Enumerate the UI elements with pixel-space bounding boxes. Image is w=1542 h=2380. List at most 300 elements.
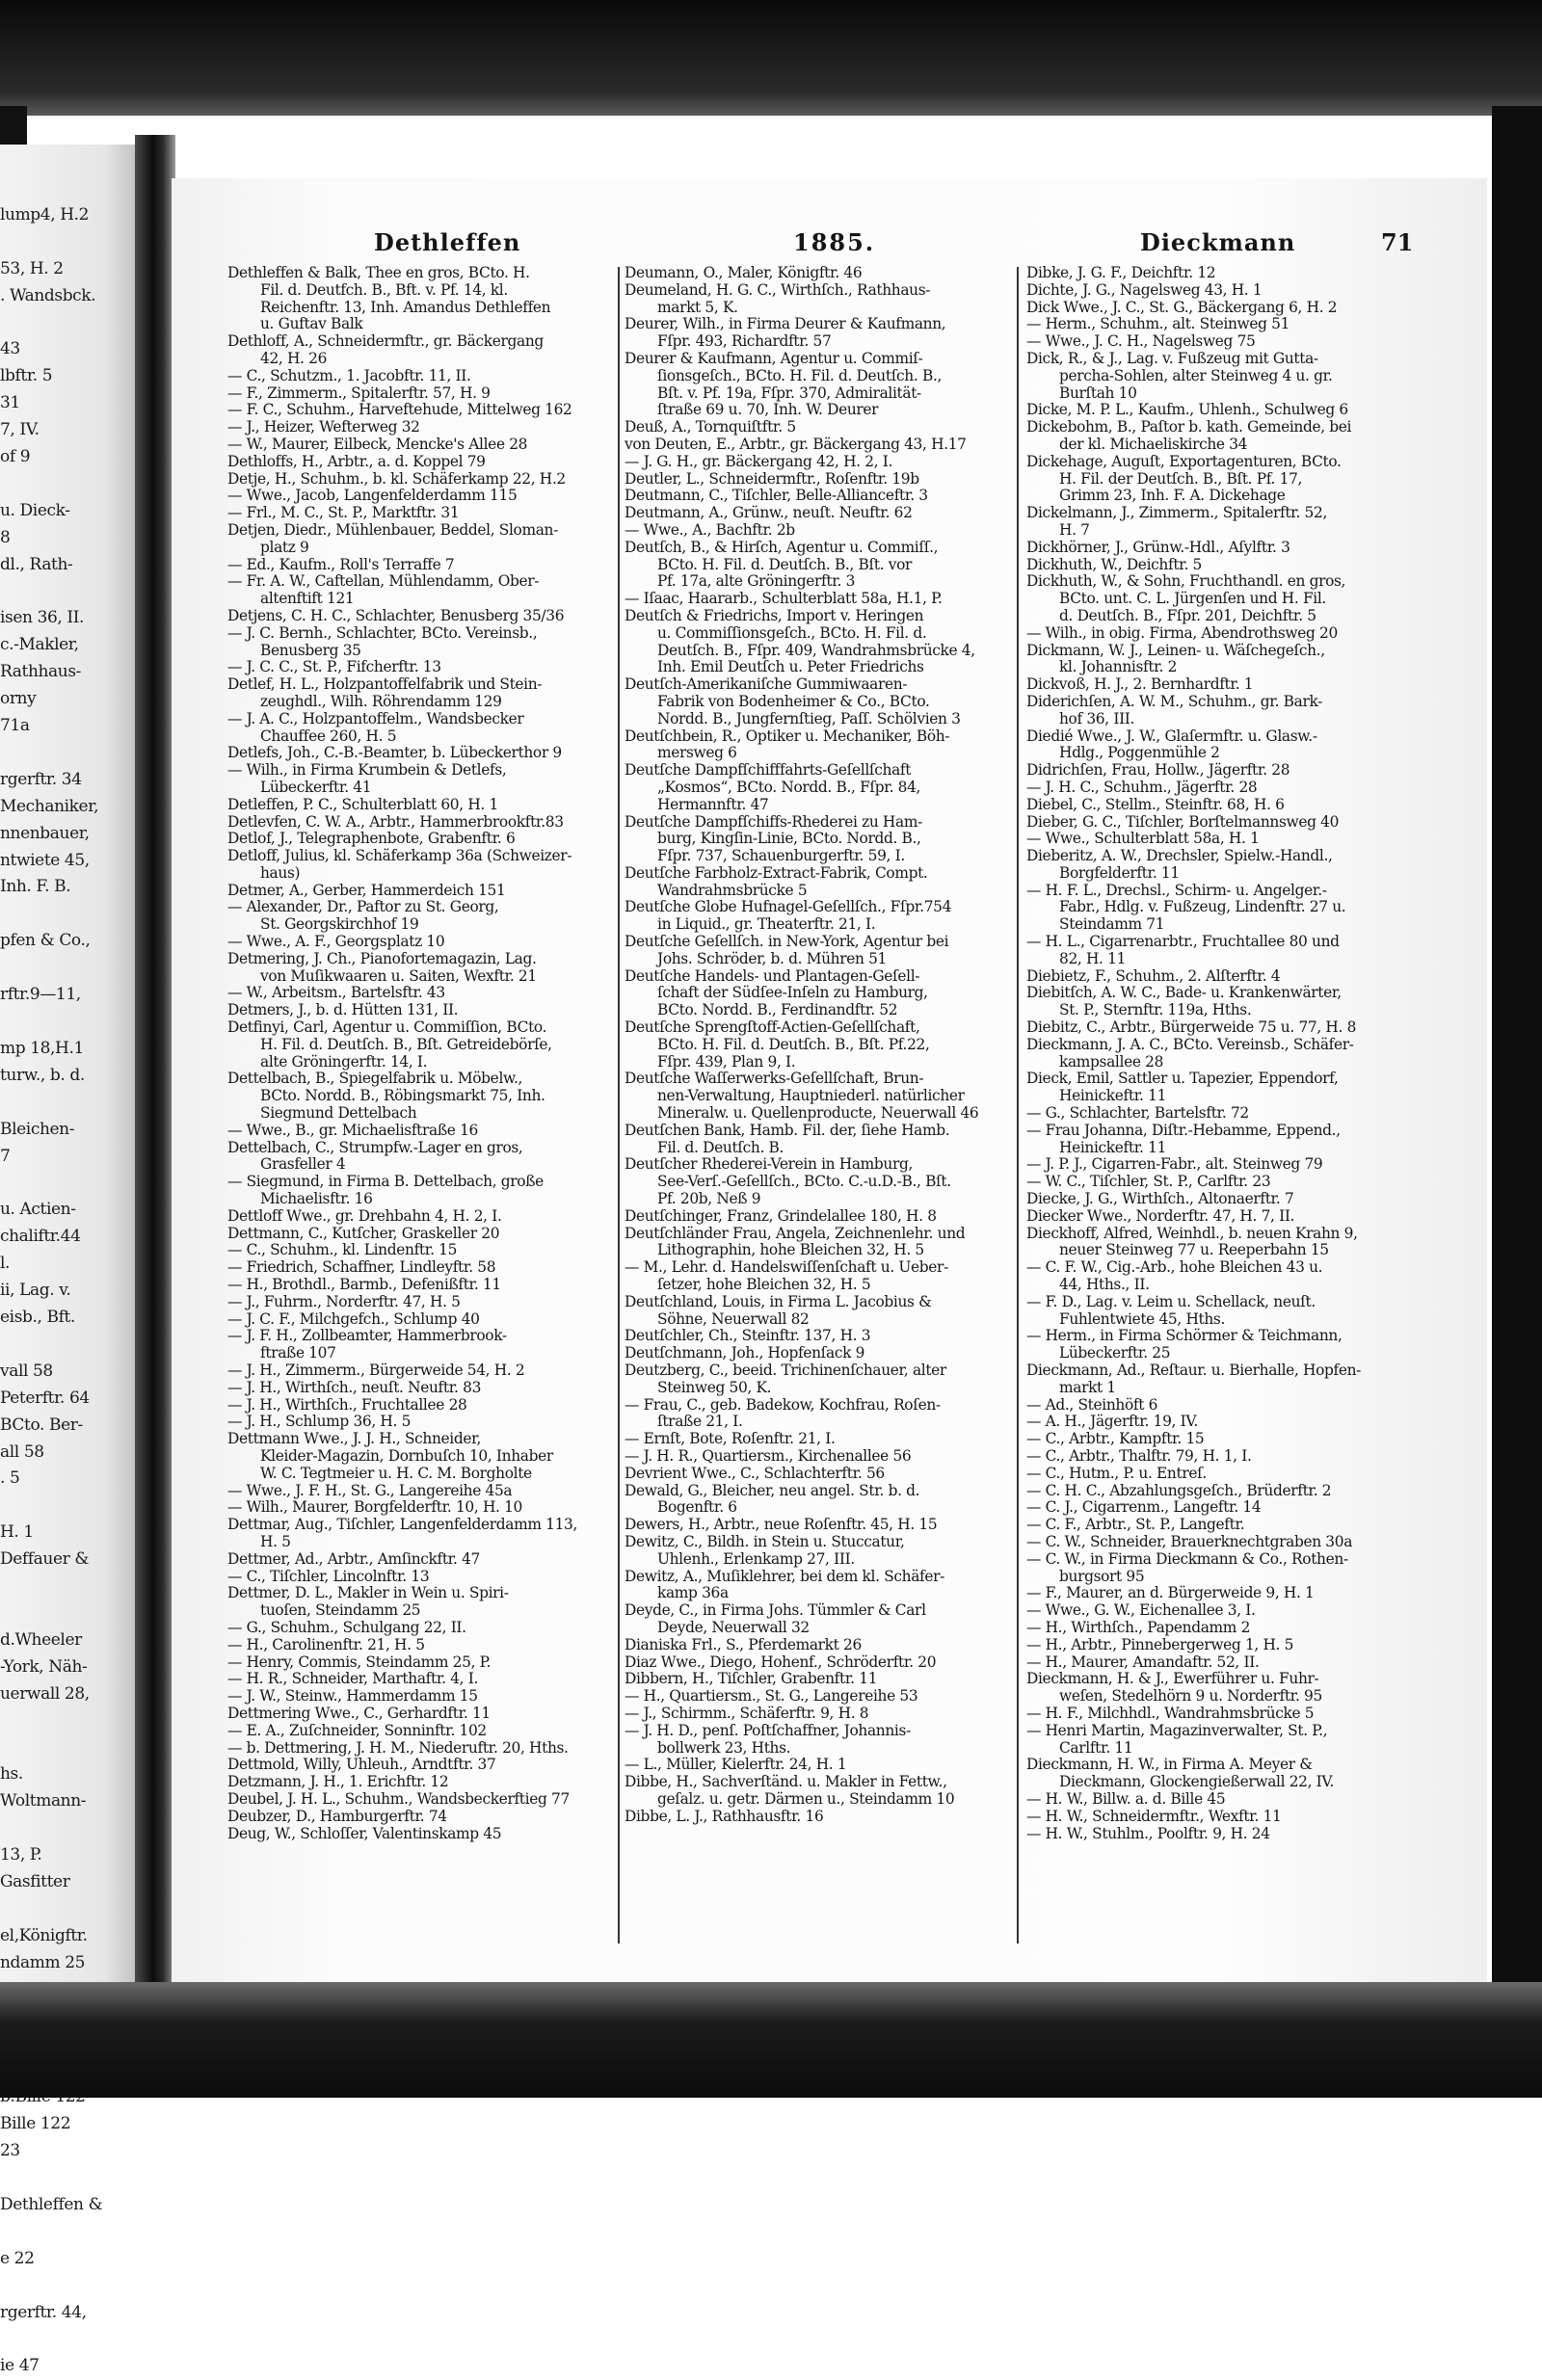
directory-entry: haus) xyxy=(260,863,301,882)
directory-entry: — H. R., Schneider, Marthaftr. 4, I. xyxy=(227,1670,479,1688)
directory-entry: Siegmund Dettelbach xyxy=(260,1104,417,1123)
directory-entry: ſetzer, hohe Bleichen 32, H. 5 xyxy=(657,1276,871,1294)
directory-entry: Detzmann, J. H., 1. Erichftr. 12 xyxy=(227,1773,449,1791)
directory-entry: H. Fil. d. Deutſch. B., Bſt. Getreidebörſe, xyxy=(260,1035,552,1053)
directory-entry: BCto. H. Fil. d. Deutſch. B., Bſt. Pf.22, xyxy=(657,1035,930,1053)
directory-entry: Dettmann, C., Kutſcher, Graskeller 20 xyxy=(227,1224,500,1242)
directory-entry: Nordd. B., Jungfernſtieg, Paſſ. Schölvien 3 xyxy=(657,709,961,727)
directory-entry: H. 5 xyxy=(260,1532,291,1550)
directory-entry: Deutſche Globe Hufnagel-Geſellſch., Fſpr.754 xyxy=(625,898,952,916)
directory-entry: von Deuten, E., Arbtr., gr. Bäckergang 43, H.17 xyxy=(625,435,967,453)
directory-entry: markt 1 xyxy=(1059,1378,1116,1396)
directory-entry: Detjens, C. H. C., Schlachter, Benusberg 35/36 xyxy=(227,606,565,624)
directory-entry: Reichenftr. 13, Inh. Amandus Dethleffen xyxy=(260,298,551,316)
directory-entry: von Muſikwaaren u. Saiten, Wexftr. 21 xyxy=(260,966,537,985)
directory-entry: Deutſche Dampfſchifffahrts-Geſellſchaft xyxy=(625,761,912,780)
scan-border-right xyxy=(1492,106,1542,1995)
directory-entry: — H. F. L., Drechsl., Schirm- u. Angelger.- xyxy=(1026,881,1327,899)
facing-page-line: ndamm 25 xyxy=(0,1952,86,1972)
directory-entry: Dettelbach, C., Strumpfw.-Lager en gros, xyxy=(227,1138,523,1156)
directory-entry: Detje, H., Schuhm., b. kl. Schäferkamp 22, H.2 xyxy=(227,469,566,488)
directory-entry: Deutſche Geſellſch. in New-York, Agentur bei xyxy=(625,933,949,951)
directory-entry: Dick Wwe., J. C., St. G., Bäckergang 6, H. 2 xyxy=(1026,298,1338,316)
directory-entry: Dickhörner, J., Grünw.-Hdl., Aſylftr. 3 xyxy=(1026,538,1290,556)
directory-column-1 xyxy=(227,265,613,1980)
directory-entry: Deutſch & Friedrichs, Import v. Heringen xyxy=(625,606,924,624)
directory-entry: Detloff, Julius, kl. Schäferkamp 36a (Schweizer- xyxy=(227,847,572,865)
directory-entry: — Ernſt, Bote, Roſenftr. 21, I. xyxy=(625,1430,836,1448)
facing-page-line: u. Dieck- xyxy=(0,500,70,520)
directory-entry: — Siegmund, in Firma B. Dettelbach, große xyxy=(227,1173,544,1191)
directory-entry: BCto. H. Fil. d. Deutſch. B., Bſt. vor xyxy=(657,555,913,573)
directory-entry: Dickebohm, B., Paſtor b. kath. Gemeinde, bei xyxy=(1026,418,1352,436)
directory-entry: der kl. Michaeliskirche 34 xyxy=(1059,435,1248,453)
header-year: 1885. xyxy=(793,228,876,256)
directory-entry: — C., Hutm., P. u. Entreſ. xyxy=(1026,1464,1207,1482)
directory-entry: — F. D., Lag. v. Leim u. Schellack, neuſt. xyxy=(1026,1292,1316,1310)
directory-entry: platz 9 xyxy=(260,538,309,556)
directory-entry: Grasfeller 4 xyxy=(260,1155,346,1174)
directory-entry: markt 5, K. xyxy=(657,298,738,316)
directory-entry: ſchaft der Südſee-Inſeln zu Hamburg, xyxy=(657,984,928,1002)
directory-entry: Chauffee 260, H. 5 xyxy=(260,727,397,745)
facing-page-line xyxy=(0,1493,102,1520)
directory-entry: Dettmold, Willy, Uhleuh., Arndtftr. 37 xyxy=(227,1756,496,1774)
directory-entry: weſen, Stedelhörn 9 u. Norderftr. 95 xyxy=(1059,1687,1322,1706)
directory-entry: — H. F., Milchhdl., Wandrahmsbrücke 5 xyxy=(1026,1704,1315,1722)
directory-entry: — J. P. J., Cigarren-Fabr., alt. Steinweg 79 xyxy=(1026,1155,1323,1174)
directory-entry: — H. W., Schneidermftr., Wexftr. 11 xyxy=(1026,1807,1282,1825)
directory-entry: Dieckmann, Ad., Reſtaur. u. Bierhalle, Hopfen- xyxy=(1026,1362,1362,1379)
directory-entry: kamp 36a xyxy=(657,1584,729,1602)
facing-page-line xyxy=(0,740,102,767)
directory-entry: — H., Maurer, Amandaftr. 52, II. xyxy=(1026,1653,1260,1671)
directory-entry: Dieck, Emil, Sattler u. Tapezier, Eppendorf, xyxy=(1026,1070,1339,1088)
directory-entry: Deutſchmann, Joh., Hopfenſack 9 xyxy=(625,1344,865,1362)
directory-entry: Deyde, Neuerwall 32 xyxy=(657,1618,810,1636)
directory-entry: — J. H., Wirthſch., Fruchtallee 28 xyxy=(227,1395,467,1414)
directory-entry: Dick, R., & J., Lag. v. Fußzeug mit Gutta- xyxy=(1026,349,1318,367)
directory-entry: Inh. Emil Deutſch u. Peter Friedrichs xyxy=(657,658,924,676)
directory-entry: — F. C., Schuhm., Harveftehude, Mittelweg 162 xyxy=(227,401,572,419)
directory-entry: Lübeckerftr. 41 xyxy=(260,778,372,796)
directory-entry: Deutſcher Rhederei-Verein in Hamburg, xyxy=(625,1155,914,1174)
directory-entry: geſalz. u. getr. Därmen u., Steindamm 10 xyxy=(657,1789,955,1808)
directory-entry: — J. C. C., St. P., Fifcherftr. 13 xyxy=(227,658,441,676)
directory-entry: Deutſchland, Louis, in Firma L. Jacobius & xyxy=(625,1292,932,1310)
directory-entry: Detmering, J. Ch., Pianofortemagazin, Lag. xyxy=(227,949,537,967)
directory-entry: — J. C. Bernh., Schlachter, BCto. Vereinsb., xyxy=(227,623,538,642)
facing-page-line: l. xyxy=(0,1254,11,1274)
directory-entry: Dianiska Frl., S., Pferdemarkt 26 xyxy=(625,1635,862,1653)
directory-entry: Diecker Wwe., Norderftr. 47, H. 7, II. xyxy=(1026,1206,1295,1225)
directory-entry: Detmer, A., Gerber, Hammerdeich 151 xyxy=(227,881,506,899)
directory-entry: Deutſchen Bank, Hamb. Fil. der, ſiehe Hamb. xyxy=(625,1121,950,1139)
directory-entry: 82, H. 11 xyxy=(1059,949,1127,967)
directory-entry: Deutſch. B., Fſpr. 409, Wandrahmsbrücke 4, xyxy=(657,641,975,659)
facing-page-line: . 5 xyxy=(0,1468,20,1489)
facing-page-line: isen 36, II. xyxy=(0,608,85,628)
facing-page-line: uerwall 28, xyxy=(0,1683,90,1704)
facing-page-line: turw., b. d. xyxy=(0,1065,85,1085)
facing-page-line xyxy=(0,1009,102,1036)
facing-page-line xyxy=(0,471,102,498)
directory-entry: Steindamm 71 xyxy=(1059,915,1165,934)
directory-entry: — J. H. D., penſ. Poſtſchaffner, Johannis- xyxy=(625,1721,911,1739)
directory-entry: Mineralw. u. Quellenproducte, Neuerwall 46 xyxy=(657,1104,979,1123)
directory-entry: — J. H. C., Schuhm., Jägerftr. 28 xyxy=(1026,778,1258,796)
directory-entry: Dieckmann, Glockengießerwall 22, IV. xyxy=(1059,1773,1335,1791)
directory-entry: burgsort 95 xyxy=(1059,1567,1145,1585)
directory-entry: Bſt. v. Pf. 19a, Fſpr. 370, Admiralität- xyxy=(657,383,921,402)
directory-entry: — Wilh., Maurer, Borgfelderftr. 10, H. 10 xyxy=(227,1498,522,1517)
directory-entry: — G., Schlachter, Bartelsftr. 72 xyxy=(1026,1104,1249,1123)
facing-page-line: Bille 122 xyxy=(0,2114,71,2134)
directory-entry: Devrient Wwe., C., Schlachterftr. 56 xyxy=(625,1464,885,1482)
directory-entry: Detlefs, Joh., C.-B.-Beamter, b. Lübeckerthor 9 xyxy=(227,744,562,762)
directory-entry: BCto. unt. C. L. Jürgenſen und H. Fil. xyxy=(1059,590,1326,608)
directory-entry: — Ad., Steinhöft 6 xyxy=(1026,1395,1158,1414)
directory-entry: in Liquid., gr. Theaterftr. 21, I. xyxy=(657,915,876,934)
facing-page-line: rgerftr. 44, xyxy=(0,2302,87,2322)
directory-entry: Dettloff Wwe., gr. Drehbahn 4, H. 2, I. xyxy=(227,1206,502,1225)
directory-entry: Deug, W., Schloſſer, Valentinskamp 45 xyxy=(227,1824,502,1842)
facing-page-line xyxy=(0,1734,102,1761)
directory-entry: — J. G. H., gr. Bäckergang 42, H. 2, I. xyxy=(625,452,893,470)
facing-page-line: 7, IV. xyxy=(0,420,40,440)
facing-page-line: BCto. Ber- xyxy=(0,1415,83,1435)
directory-entry: — C., Tiſchler, Lincolnftr. 13 xyxy=(227,1567,430,1585)
directory-entry: — Wwe., B., gr. Michaelisftraße 16 xyxy=(227,1121,478,1139)
directory-entry: — H., Wirthſch., Papendamm 2 xyxy=(1026,1618,1251,1636)
directory-entry: — Wwe., A., Bachftr. 2b xyxy=(625,520,795,539)
directory-entry: u. Commiſſionsgeſch., BCto. H. Fil. d. xyxy=(657,623,927,642)
directory-entry: zeughdl., Wilh. Röhrendamm 129 xyxy=(260,692,502,710)
facing-page-line: . Wandsbck. xyxy=(0,285,96,305)
facing-page-line: vall 58 xyxy=(0,1361,53,1381)
facing-page-line: Mechaniker, xyxy=(0,796,99,816)
directory-entry: — C. H. C., Abzahlungsgeſch., Brüderftr. 2 xyxy=(1026,1481,1332,1499)
directory-entry: — Wwe., A. F., Georgsplatz 10 xyxy=(227,933,445,951)
directory-entry: Grimm 23, Inh. F. A. Dickehage xyxy=(1059,487,1286,505)
directory-entry: Detlef, H. L., Holzpantoffelfabrik und Stein- xyxy=(227,675,543,694)
directory-entry: — Henri Martin, Magazinverwalter, St. P., xyxy=(1026,1721,1328,1739)
directory-entry: Deutſch, B., & Hirſch, Agentur u. Commiſſ., xyxy=(625,538,939,556)
directory-entry: Deumann, O., Maler, Königftr. 46 xyxy=(625,264,863,281)
directory-entry: Hdlg., Poggenmühle 2 xyxy=(1059,744,1220,762)
directory-entry: Fſpr. 439, Plan 9, I. xyxy=(657,1052,796,1071)
directory-entry: — E. A., Zuſchneider, Sonninftr. 102 xyxy=(227,1721,487,1739)
directory-entry: — J., Schirmm., Schäferftr. 9, H. 8 xyxy=(625,1704,869,1722)
running-header xyxy=(172,178,1487,256)
facing-page-line xyxy=(0,2165,102,2192)
directory-entry: — Fr. A. W., Caftellan, Mühlendamm, Ober- xyxy=(227,572,540,591)
facing-page-line: c.-Makler, xyxy=(0,635,79,655)
directory-entry: Deyde, C., in Firma Johs. Tümmler & Carl xyxy=(625,1601,926,1620)
facing-page-line: dl., Rath- xyxy=(0,554,73,574)
directory-entry: Dettmering Wwe., C., Gerhardftr. 11 xyxy=(227,1704,491,1722)
directory-entry: Deurer, Wilh., in Firma Deurer & Kaufmann, xyxy=(625,315,946,333)
directory-entry: Deubel, J. H. L., Schuhm., Wandsbeckerftieg 77 xyxy=(227,1789,570,1808)
page-number: 71 xyxy=(1381,228,1414,256)
directory-entry: — J. H., Zimmerm., Bürgerweide 54, H. 2 xyxy=(227,1362,525,1379)
directory-entry: Deutſche Sprengſtoff-Actien-Geſellſchaft, xyxy=(625,1018,920,1037)
directory-entry: — J. C. F., Milchgefch., Schlump 40 xyxy=(227,1309,480,1328)
directory-entry: BCto. Nordd. B., Röbingsmarkt 75, Inh. xyxy=(260,1087,545,1105)
directory-entry: — H. W., Billw. a. d. Bille 45 xyxy=(1026,1789,1226,1808)
directory-entry: Detjen, Diedr., Mühlenbauer, Beddel, Sloman- xyxy=(227,520,558,539)
directory-entry: „Kosmos“, BCto. Nordd. B., Fſpr. 84, xyxy=(657,778,921,796)
directory-entry: — J. A. C., Holzpantoffelm., Wandsbecker xyxy=(227,709,524,727)
directory-entry: — H., Carolinenftr. 21, H. 5 xyxy=(227,1635,425,1653)
directory-entry: — Iſaac, Haararb., Schulterblatt 58a, H.1, P. xyxy=(625,590,943,608)
facing-page-line: ii, Lag. v. xyxy=(0,1281,71,1301)
directory-entry: Dieber, G. C., Tiſchler, Borſtelmannsweg 40 xyxy=(1026,812,1340,831)
directory-entry: Benusberg 35 xyxy=(260,641,361,659)
directory-entry: Lübeckerftr. 25 xyxy=(1059,1344,1171,1362)
directory-entry: Deutſche Waſſerwerks-Geſellſchaft, Brun- xyxy=(625,1070,924,1088)
directory-entry: Deutſchbein, R., Optiker u. Mechaniker, Böh- xyxy=(625,727,950,745)
directory-entry: Dethleffen & Balk, Thee en gros, BCto. H. xyxy=(227,264,530,281)
directory-entry: ſtraße 69 u. 70, Inh. W. Deurer xyxy=(657,401,879,419)
directory-entry: — F., Maurer, an d. Bürgerweide 9, H. 1 xyxy=(1026,1584,1315,1602)
directory-entry: Dickhuth, W., Deichftr. 5 xyxy=(1026,555,1202,573)
directory-entry: Diedié Wwe., J. W., Glaſermftr. u. Glasw.- xyxy=(1026,727,1317,745)
directory-entry: Dieberitz, A. W., Drechsler, Spielw.-Handl., xyxy=(1026,847,1333,865)
directory-entry: — Herm., in Firma Schörmer & Teichmann, xyxy=(1026,1327,1343,1345)
directory-entry: u. Guftav Balk xyxy=(260,315,363,333)
directory-entry: — Wwe., J. C. H., Nagelsweg 75 xyxy=(1026,332,1256,351)
directory-entry: kampsallee 28 xyxy=(1059,1052,1164,1071)
facing-page-line: Rathhaus- xyxy=(0,662,82,682)
directory-entry: — J. H., Schlump 36, H. 5 xyxy=(227,1413,412,1431)
directory-entry: Hermannftr. 47 xyxy=(657,795,769,813)
facing-page-line xyxy=(0,2219,102,2246)
directory-entry: — J. H., Wirthſch., neuſt. Neuftr. 83 xyxy=(227,1378,482,1396)
directory-entry: ftraße 107 xyxy=(260,1344,336,1362)
facing-page-line xyxy=(0,1815,102,1842)
directory-entry: — C., Arbtr., Thalftr. 79, H. 1, I. xyxy=(1026,1446,1252,1465)
facing-page-line: 7 xyxy=(0,1146,11,1166)
directory-entry: — Wwe., Jacob, Langenfelderdamm 115 xyxy=(227,487,518,505)
directory-entry: — C. W., in Firma Dieckmann & Co., Rothen- xyxy=(1026,1549,1348,1568)
directory-entry: Diebitz, C., Arbtr., Bürgerweide 75 u. 77, H. 8 xyxy=(1026,1018,1357,1037)
facing-page-line xyxy=(0,955,102,982)
directory-entry: — G., Schuhm., Schulgang 22, II. xyxy=(227,1618,466,1636)
facing-page-line xyxy=(0,175,102,202)
facing-page-line: lbftr. 5 xyxy=(0,366,53,386)
facing-page-line: 13, P. xyxy=(0,1845,42,1865)
directory-entry: Diebitſch, A. W. C., Bade- u. Krankenwärter, xyxy=(1026,984,1342,1002)
directory-entry: Dicke, M. P. L., Kaufm., Uhlenh., Schulweg 6 xyxy=(1026,401,1348,419)
directory-entry: — J., Fuhrm., Norderftr. 47, H. 5 xyxy=(227,1292,461,1310)
directory-entry: Deutſche Dampfſchiffs-Rhederei zu Ham- xyxy=(625,812,922,831)
directory-entry: Dettelbach, B., Spiegelfabrik u. Möbelw., xyxy=(227,1070,523,1088)
directory-entry: Detlevfen, C. W. A., Arbtr., Hammerbrookftr.83 xyxy=(227,812,564,831)
directory-entry: Detmers, J., b. d. Hütten 131, II. xyxy=(227,1001,459,1019)
directory-entry: ſtraße 21, I. xyxy=(657,1413,743,1431)
facing-page-line: eisb., Bft. xyxy=(0,1307,75,1327)
directory-entry: — Herm., Schuhm., alt. Steinweg 51 xyxy=(1026,315,1290,333)
directory-entry: See-Verſ.-Geſellſch., BCto. C.-u.D.-B., Bſt. xyxy=(657,1173,951,1191)
directory-entry: Dewitz, A., Muſiklehrer, bei dem kl. Schäfer- xyxy=(625,1567,945,1585)
facing-page-line: rgerftr. 34 xyxy=(0,769,82,789)
directory-entry: Deutſch-Amerikaniſche Gummiwaaren- xyxy=(625,675,908,694)
directory-entry: Fil. d. Deutſch. B. xyxy=(657,1138,784,1156)
facing-page-line xyxy=(0,1600,102,1627)
directory-entry: Deutſchler, Ch., Steinftr. 137, H. 3 xyxy=(625,1327,871,1345)
facing-page-line: Peterftr. 64 xyxy=(0,1388,90,1408)
directory-entry: Lithographin, hohe Bleichen 32, H. 5 xyxy=(657,1241,924,1259)
directory-entry: — C. F., Arbtr., St. P., Langeftr. xyxy=(1026,1516,1245,1534)
facing-page-line xyxy=(0,229,102,256)
directory-entry: — Wilh., in obig. Firma, Abendrothsweg 20 xyxy=(1026,623,1338,642)
directory-entry: Dewald, G., Bleicher, neu angel. Str. b. d. xyxy=(625,1481,920,1499)
facing-page-line: H. 1 xyxy=(0,1522,34,1543)
directory-entry: Diebietz, F., Schuhm., 2. Alſterftr. 4 xyxy=(1026,966,1281,985)
directory-entry: percha-Sohlen, alter Steinweg 4 u. gr. xyxy=(1059,366,1333,384)
facing-page-line: pfen & Co., xyxy=(0,931,91,951)
directory-entry: 44, Hths., II. xyxy=(1059,1276,1150,1294)
directory-entry: Kleider-Magazin, Dornbuſch 10, Inhaber xyxy=(260,1446,553,1465)
directory-entry: — b. Dettmering, J. H. M., Niederuftr. 20, Hths. xyxy=(227,1738,569,1757)
facing-page-line: 31 xyxy=(0,393,20,413)
facing-page-line: all 58 xyxy=(0,1441,44,1462)
directory-entry: — W. C., Tiſchler, St. P., Carlftr. 23 xyxy=(1026,1173,1271,1191)
directory-entry: Diebel, C., Stellm., Steinftr. 68, H. 6 xyxy=(1026,795,1285,813)
facing-page-line xyxy=(0,148,102,175)
directory-entry: Deutmann, C., Tiſchler, Belle-Allianceftr. 3 xyxy=(625,487,928,505)
facing-page-line: lump4, H.2 xyxy=(0,204,90,225)
header-right-keyword: Dieckmann xyxy=(1140,228,1296,256)
facing-page-line: rftr.9—11, xyxy=(0,985,81,1005)
facing-page-line xyxy=(0,309,102,336)
directory-entry: Deurer & Kaufmann, Agentur u. Commiſ- xyxy=(625,349,923,367)
directory-entry: Diderichſen, A. W. M., Schuhm., gr. Bark- xyxy=(1026,692,1323,710)
directory-entry: Dibbern, H., Tiſchler, Grabenftr. 11 xyxy=(625,1670,878,1688)
directory-entry: Deutſchländer Frau, Angela, Zeichnenlehr. und xyxy=(625,1224,966,1242)
directory-entry: — Wwe., J. F. H., St. G., Langereihe 45a xyxy=(227,1481,513,1499)
directory-entry: — Ed., Kaufm., Roll's Terraffe 7 xyxy=(227,555,455,573)
directory-entry: — W., Maurer, Eilbeck, Mencke's Allee 28 xyxy=(227,435,528,453)
directory-entry: Dethloff, A., Schneidermftr., gr. Bäckergang xyxy=(227,332,544,351)
facing-page-line: e 22 xyxy=(0,2248,35,2268)
directory-entry: — J. W., Steinw., Hammerdamm 15 xyxy=(227,1687,478,1706)
directory-entry: Deutmann, A., Grünw., neuſt. Neuftr. 62 xyxy=(625,504,913,522)
book-gutter xyxy=(135,135,175,1985)
directory-entry: Diecke, J. G., Wirthſch., Altonaerftr. 7 xyxy=(1026,1190,1294,1208)
directory-entry: Dichte, J. G., Nagelsweg 43, H. 1 xyxy=(1026,280,1263,299)
facing-page-line: 23 xyxy=(0,2141,20,2161)
directory-entry: — H. L., Cigarrenarbtr., Fruchtallee 80 und xyxy=(1026,933,1340,951)
directory-entry: Deumeland, H. G. C., Wirthſch., Rathhaus- xyxy=(625,280,931,299)
directory-entry: Söhne, Neuerwall 82 xyxy=(657,1309,810,1328)
facing-page-line xyxy=(0,1332,102,1359)
directory-entry: Deutſchinger, Franz, Grindelallee 180, H. 8 xyxy=(625,1206,937,1225)
directory-entry: — A. H., Jägerftr. 19, IV. xyxy=(1026,1413,1198,1431)
facing-page-line: of 9 xyxy=(0,446,31,466)
directory-entry: Dickehage, Auguſt, Exportagenturen, BCto. xyxy=(1026,452,1342,470)
directory-entry: — Wwe., Schulterblatt 58a, H. 1 xyxy=(1026,830,1260,848)
facing-page-line: mp 18,H.1 xyxy=(0,1038,84,1058)
directory-entry: H. 7 xyxy=(1059,520,1090,539)
directory-entry: Uhlenh., Erlenkamp 27, III. xyxy=(657,1549,855,1568)
facing-page-line: ntwiete 45, xyxy=(0,850,90,870)
directory-entry: Deutſche Handels- und Plantagen-Geſell- xyxy=(625,966,920,985)
directory-entry: Fil. d. Deutfch. B., Bft. v. Pf. 14, kl. xyxy=(260,280,508,299)
directory-entry: — Frau, C., geb. Badekow, Kochfrau, Roſen- xyxy=(625,1395,941,1414)
directory-entry: — C. W., Schneider, Brauerknechtgraben 30a xyxy=(1026,1532,1353,1550)
scan-border-bottom xyxy=(0,1982,1542,2098)
directory-entry: burg, Kingſin-Linie, BCto. Nordd. B., xyxy=(657,830,921,848)
facing-page-line: 8 xyxy=(0,527,11,547)
directory-entry: Heinickeftr. 11 xyxy=(1059,1138,1167,1156)
directory-entry: Deuß, A., Tornquiſtftr. 5 xyxy=(625,418,796,436)
directory-entry: Detfinyi, Carl, Agentur u. Commiſſion, BCto. xyxy=(227,1018,547,1037)
facing-page-line: Deffauer & xyxy=(0,1549,90,1570)
directory-column-2 xyxy=(625,265,1010,1980)
facing-page-line: d.Wheeler xyxy=(0,1629,82,1650)
directory-entry: Detlof, J., Telegraphenbote, Grabenftr. 6 xyxy=(227,830,516,848)
directory-entry: Heinickeftr. 11 xyxy=(1059,1087,1167,1105)
directory-entry: Dickhuth, W., & Sohn, Fruchthandl. en gros, xyxy=(1026,572,1346,591)
directory-entry: — Frau Johanna, Diſtr.-Hebamme, Eppend., xyxy=(1026,1121,1341,1139)
facing-page-line: -York, Näh- xyxy=(0,1656,88,1677)
directory-entry: — Friedrich, Schaffner, Lindleyftr. 58 xyxy=(227,1258,496,1277)
directory-entry: Fſpr. 737, Schauenburgerftr. 59, I. xyxy=(657,847,905,865)
directory-entry: tuoſen, Steindamm 25 xyxy=(260,1601,421,1620)
facing-page-line xyxy=(0,1573,102,1600)
directory-entry: — C., Schutzm., 1. Jacobftr. 11, II. xyxy=(227,366,471,384)
directory-entry: BCto. Nordd. B., Ferdinandftr. 52 xyxy=(657,1001,898,1019)
directory-entry: W. C. Tegtmeier u. H. C. M. Borgholte xyxy=(260,1464,532,1482)
facing-page-line xyxy=(0,901,102,928)
facing-page-line xyxy=(0,1170,102,1197)
directory-entry: Dewers, H., Arbtr., neue Roſenftr. 45, H. 15 xyxy=(625,1516,938,1534)
directory-entry: Wandrahmsbrücke 5 xyxy=(657,881,808,899)
directory-entry: Deubzer, D., Hamburgerftr. 74 xyxy=(227,1807,447,1825)
facing-page-line: chaliftr.44 xyxy=(0,1227,81,1247)
directory-entry: bollwerk 23, Hths. xyxy=(657,1738,791,1757)
directory-entry: — C. F. W., Cig.-Arb., hohe Bleichen 43 u. xyxy=(1026,1258,1323,1277)
scan-border-top xyxy=(0,0,1542,116)
directory-entry: — J. H. R., Quartiersm., Kirchenallee 56 xyxy=(625,1446,912,1465)
directory-entry: Dieckhoff, Alfred, Weinhdl., b. neuen Krahn 9, xyxy=(1026,1224,1358,1242)
facing-page-line: 71a xyxy=(0,716,30,736)
directory-entry: Pf. 20b, Neß 9 xyxy=(657,1190,761,1208)
directory-entry: Dewitz, C., Bildh. in Stein u. Stuccatur, xyxy=(625,1532,905,1550)
directory-entry: 42, H. 26 xyxy=(260,349,328,367)
directory-entry: Dickmann, W. J., Leinen- u. Wäſchegeſch., xyxy=(1026,641,1325,659)
directory-entry: — C., Schuhm., kl. Lindenftr. 15 xyxy=(227,1241,458,1259)
directory-entry: Didrichſen, Frau, Hollw., Jägerftr. 28 xyxy=(1026,761,1290,780)
facing-page-line: el,Königftr. xyxy=(0,1925,88,1945)
directory-entry: Detleffen, P. C., Schulterblatt 60, H. 1 xyxy=(227,795,498,813)
directory-entry: Deutſche Farbholz-Extract-Fabrik, Compt. xyxy=(625,863,928,882)
facing-page-line: Inh. F. B. xyxy=(0,877,71,897)
directory-entry: — H. W., Stuhlm., Poolftr. 9, H. 24 xyxy=(1026,1824,1270,1842)
directory-entry: Fabr., Hdlg. v. Fußzeug, Lindenftr. 27 u. xyxy=(1059,898,1346,916)
facing-page-line xyxy=(0,1896,102,1923)
facing-page-fragment xyxy=(0,145,140,2376)
directory-entry: Pf. 17a, alte Gröningerftr. 3 xyxy=(657,572,856,591)
directory-entry: Dibbe, H., Sachverſtänd. u. Makler in Fettw., xyxy=(625,1773,947,1791)
facing-page-line: Woltmann- xyxy=(0,1791,87,1811)
facing-page-line xyxy=(0,1090,102,1117)
directory-entry: Michaelisftr. 16 xyxy=(260,1190,373,1208)
directory-entry: Diaz Wwe., Diego, Hohenf., Schröderftr. 20 xyxy=(625,1653,937,1671)
directory-entry: Fabrik von Bodenheimer & Co., BCto. xyxy=(657,692,930,710)
